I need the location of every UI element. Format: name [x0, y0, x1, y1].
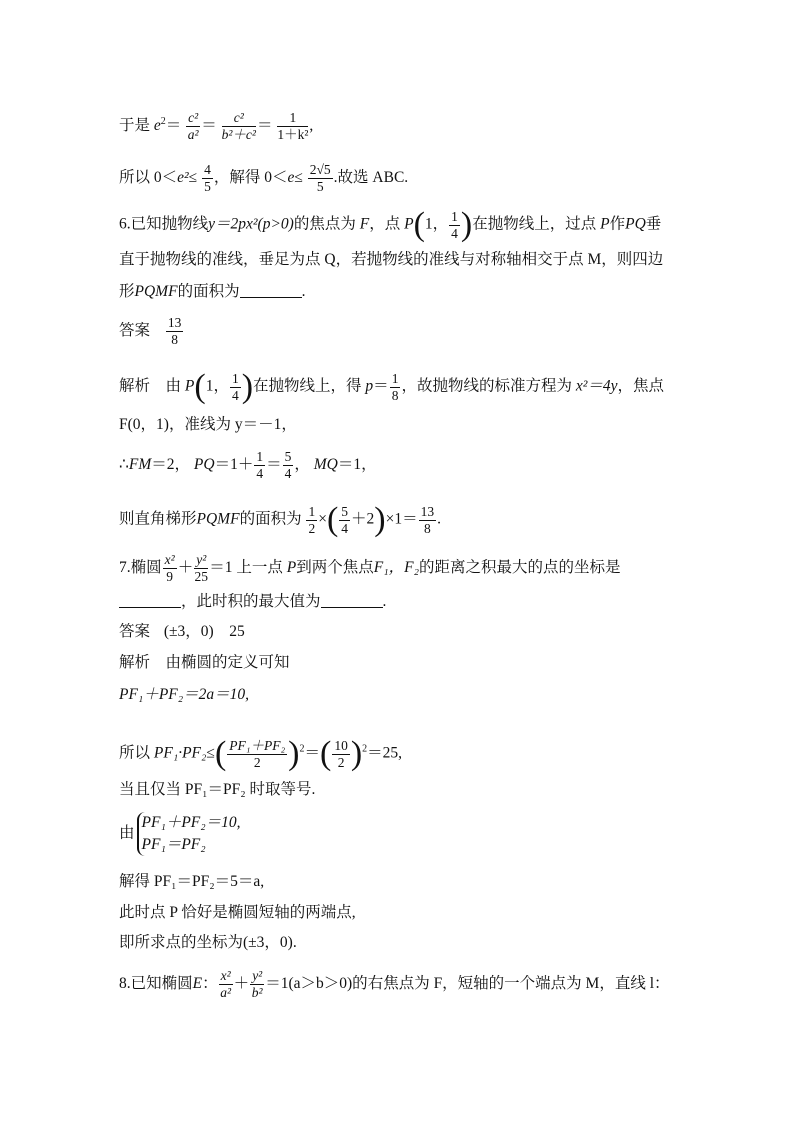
answer-blank	[321, 593, 383, 608]
text: 所以 0＜	[119, 169, 178, 187]
text: 则直角梯形	[119, 510, 197, 528]
math-e: e	[153, 117, 161, 135]
answer-6	[119, 315, 184, 348]
text: ＋	[233, 975, 250, 993]
text: 的焦点为	[293, 215, 356, 233]
solution-7-line-8: 即所求点的坐标为(±3，0).	[119, 934, 297, 951]
math: F₁，F₂	[373, 559, 419, 577]
text: 7.椭圆	[119, 559, 162, 577]
math: PF₁·PF₂	[153, 744, 207, 762]
derivation-line-eccentricity: 于是 $e^2=$ $\frac{\text{c²}}{\text{a²}}$ ＝ $\frac{\text{c²}}{\text{b²＋c²}}$ ＝ $\frac{1}{\text{1＋k²}}$ ,	[119, 110, 314, 142]
fraction: $\frac{13}{8}$	[167, 315, 182, 347]
text: ＝1＋	[214, 456, 254, 474]
text: 1，	[205, 377, 229, 395]
text: 的面积为	[177, 283, 240, 300]
text: ，解得 0＜	[213, 169, 288, 187]
question-8-line-1	[119, 968, 670, 1001]
answer-blank	[240, 283, 302, 298]
text: .	[301, 283, 306, 300]
question-6-line-2: 直于抛物线的准线，垂足为点 Q，若抛物线的准线与对称轴相交于点 M，则四边	[119, 251, 664, 268]
text: ，故抛物线的标准方程为	[401, 377, 572, 395]
fraction: $\frac{\text{x²}}{\text{a²}}$	[220, 968, 232, 1000]
text: ＝2，	[151, 456, 191, 474]
math: e²	[177, 169, 189, 187]
text: ，	[294, 456, 310, 474]
text: 的距离之积最大的点的坐标是	[418, 559, 621, 577]
math: PQMF	[196, 510, 240, 528]
math: P	[600, 215, 610, 233]
text: 到两个焦点	[296, 559, 374, 577]
text: ＋2	[351, 510, 375, 528]
fraction: $\frac{\text{y²}}{\text{b²}}$	[251, 968, 263, 1000]
text: ＝1，	[337, 456, 377, 474]
text: 在抛物线上，过点	[472, 215, 597, 233]
text: ＝	[373, 377, 389, 395]
fraction: $\frac{13}{8}$	[420, 503, 435, 536]
fraction: $\frac{1}{8}$	[391, 370, 399, 403]
math: P	[404, 215, 414, 233]
solution-6-line-3	[119, 449, 377, 482]
question-7-line-2	[119, 592, 386, 612]
text: ＝	[304, 744, 320, 762]
fraction: $\frac{2√5}{5}$	[309, 162, 331, 194]
math: PQ	[625, 215, 646, 233]
fraction: $\frac{\text{x²}}{9}$	[164, 552, 175, 584]
fraction: $\frac{10}{2}$	[334, 737, 348, 770]
exponent: 2	[362, 743, 368, 755]
text: ＝25,	[367, 744, 403, 762]
fraction: $\frac{\text{PF₁＋PF₂}}{2}$	[229, 737, 286, 770]
text: 6.已知抛物线	[119, 215, 209, 233]
text: .	[437, 510, 441, 528]
fraction: $\frac{\text{c²}}{\text{b²＋c²}}$	[221, 110, 256, 142]
fraction: $\frac{1}{4}$	[231, 370, 239, 403]
solution-6-line-2: F(0，1)，准线为 y＝－1，	[119, 416, 297, 433]
math: y＝2px²(p>0)	[208, 215, 294, 233]
text: ,	[309, 117, 314, 135]
solution-7-line-6: 解得 PF₁＝PF₂＝5＝a,	[119, 873, 265, 890]
fraction: $\frac{\text{y²}}{25}$	[194, 552, 208, 584]
text: .故选 ABC.	[333, 169, 409, 187]
text: ＝	[201, 117, 217, 135]
math: p	[365, 377, 374, 395]
math: P	[184, 377, 195, 395]
text: 在抛物线上，得	[253, 377, 362, 395]
solution-7-line-3: 所以 PF₁·PF₂≤( $\frac{\text{PF₁＋PF₂}}{2}$ )$^2$＝( $\frac{10}{2}$ )$^2$＝25,	[119, 735, 403, 772]
text: 由	[119, 824, 135, 842]
math: FM	[128, 456, 152, 474]
equation-system: PF₁＋PF₂＝10, PF₁＝PF₂	[137, 812, 241, 856]
text: ，点	[369, 215, 401, 233]
text: ＝	[266, 456, 282, 474]
question-7-line-1	[119, 552, 620, 585]
answer-blank	[119, 593, 181, 608]
text: 8.已知椭圆	[119, 975, 193, 993]
fraction: $\frac{1}{4}$	[256, 449, 264, 481]
fraction: $\frac{\text{c²}}{\text{a²}}$	[187, 110, 199, 142]
derivation-line-range	[119, 162, 408, 195]
fraction: $\frac{1}{\text{1＋k²}}$	[277, 110, 309, 142]
fraction: $\frac{5}{4}$	[341, 503, 349, 536]
solution-7-line-5	[119, 812, 241, 856]
solution-7-line-2: PF₁＋PF₂＝2a＝10,	[119, 686, 250, 703]
fraction: $\frac{5}{4}$	[284, 449, 292, 481]
text: ＝	[256, 117, 273, 135]
text: 形	[119, 283, 135, 300]
answer-7	[119, 622, 245, 642]
fraction: $\frac{1}{2}$	[308, 503, 316, 536]
fraction: $\frac{1}{4}$	[451, 208, 458, 241]
text: ≤	[294, 169, 303, 187]
math: PQ	[193, 456, 215, 474]
answer-value: (±3，0) 25	[163, 623, 245, 640]
math: MQ	[313, 456, 338, 474]
answer-label: 答案	[119, 322, 151, 340]
math: F	[359, 215, 370, 233]
text: 所以	[119, 744, 151, 762]
solution-7-line-4: 当且仅当 PF₁＝PF₂ 时取等号.	[119, 781, 316, 798]
text: 解析 由	[119, 377, 182, 395]
question-6-line-1: 6.已知抛物线y＝2px²(p>0)的焦点为 F，点 P(1， $\frac{1}{4}$ )在抛物线上，过点 P作PQ垂	[119, 206, 662, 243]
text: ＋	[177, 559, 194, 577]
solution-7-line-1: 解析 由椭圆的定义可知	[119, 654, 290, 671]
math: PQMF	[134, 283, 178, 300]
text: 于是	[119, 117, 151, 135]
text: 垂	[645, 215, 662, 233]
text: 作	[609, 215, 626, 233]
text: ＝1 上一点	[209, 559, 283, 577]
text: ≤	[206, 744, 215, 762]
solution-6-line-1: 解析 由 P(1， $\frac{1}{4}$ )在抛物线上，得 p＝ $\frac{1}{8}$ ，故抛物线的标准方程为 x²＝4y，焦点	[119, 368, 665, 405]
text: ∴	[119, 456, 129, 474]
text: ，焦点	[617, 377, 665, 395]
math: x²＝4y	[575, 377, 618, 395]
solution-6-line-4: 则直角梯形PQMF的面积为 $\frac{1}{2}$ ×( $\frac{5}{4}$ ＋2)×1＝ $\frac{13}{8}$ .	[119, 501, 441, 538]
fraction: $\frac{4}{5}$	[204, 162, 211, 194]
answer-label: 答案	[119, 623, 151, 640]
math: P	[286, 559, 297, 577]
text: 1，	[424, 215, 449, 233]
text: ×1＝	[385, 510, 418, 528]
text: ：	[202, 975, 218, 993]
text: .	[382, 593, 387, 610]
text: ×	[318, 510, 327, 528]
text: 的面积为	[239, 510, 302, 528]
text: ，此时积的最大值为	[181, 593, 321, 610]
text: ＝1(a＞b＞0)的右焦点为 F，短轴的一个端点为 M，直线 l：	[265, 975, 670, 993]
question-6-line-3	[119, 282, 305, 302]
text: ＝	[165, 117, 182, 135]
solution-7-line-7: 此时点 P 恰好是椭圆短轴的两端点,	[119, 904, 356, 921]
text: ≤	[188, 169, 198, 187]
math: e	[287, 169, 295, 187]
math: E	[192, 975, 203, 993]
exponent: 2	[299, 743, 305, 755]
